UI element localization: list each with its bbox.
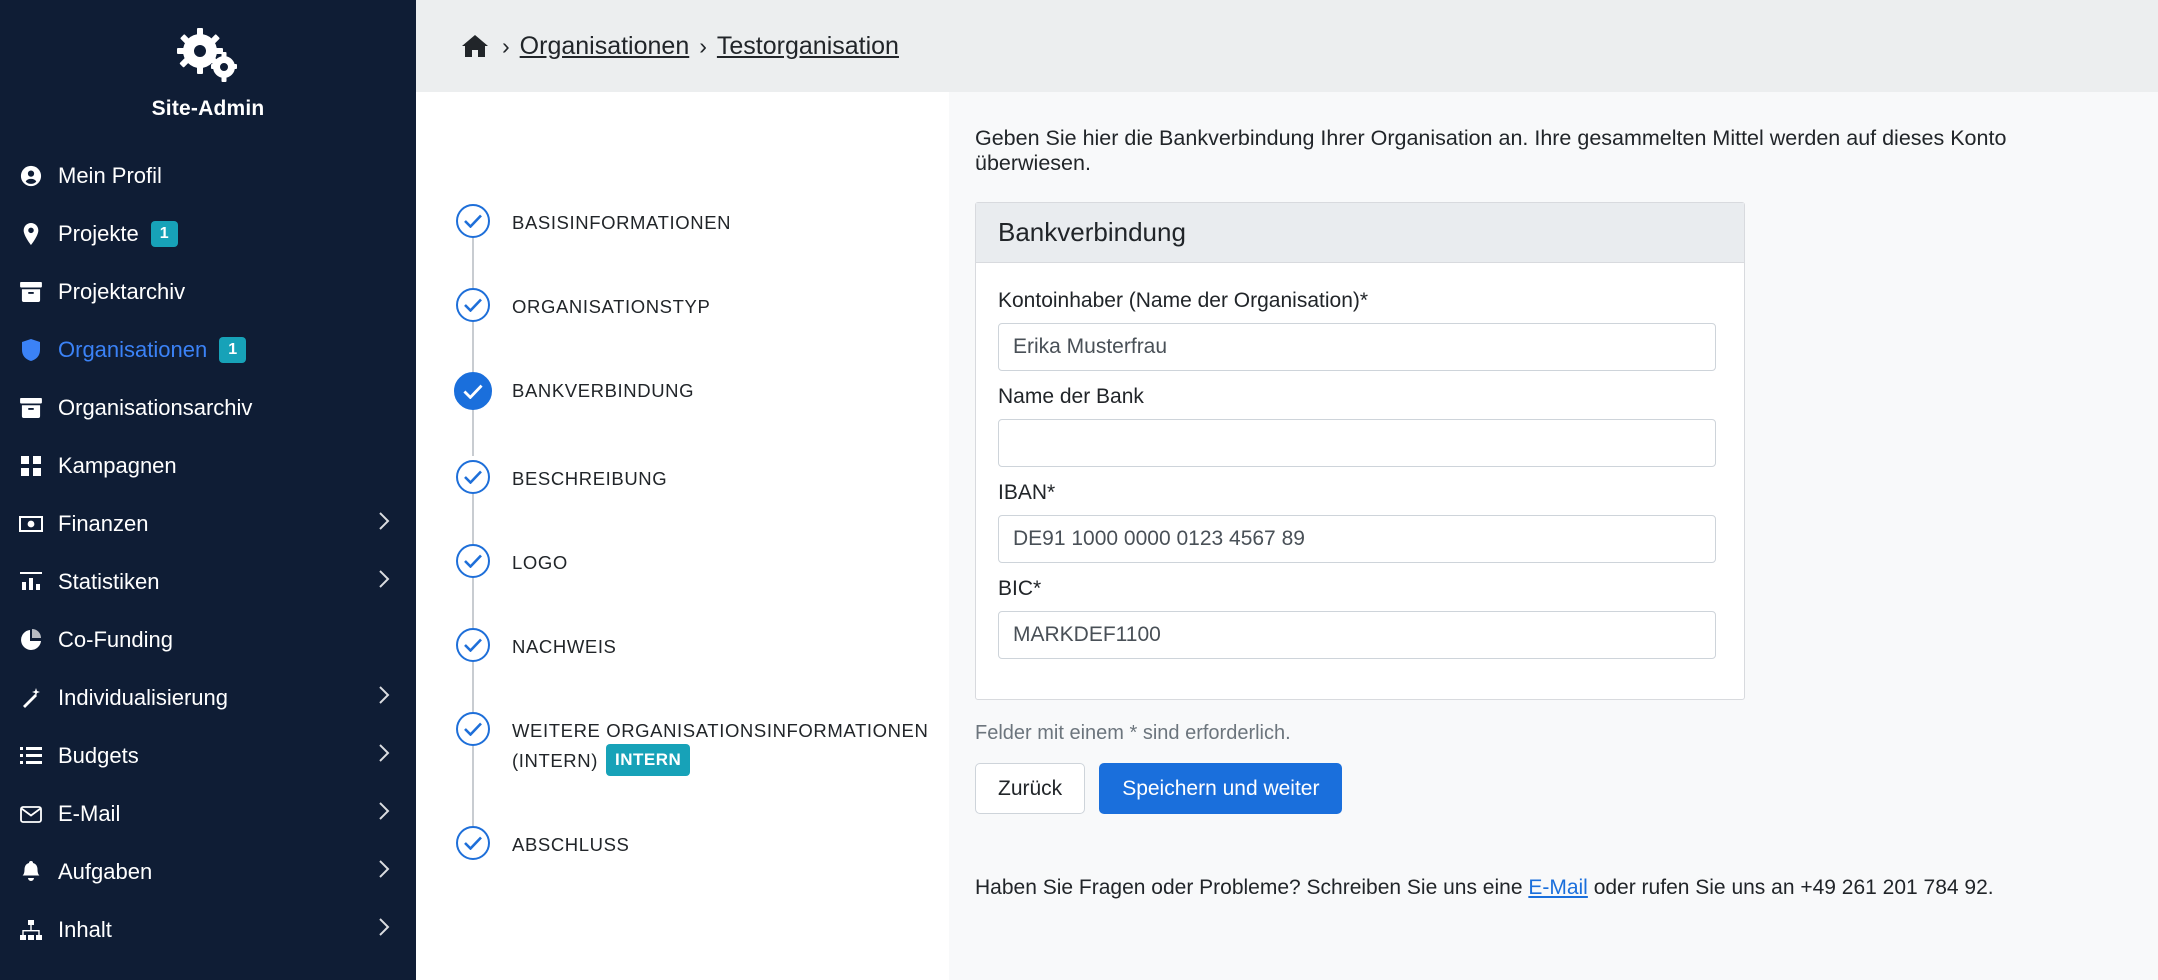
check-icon	[456, 460, 490, 494]
wizard-stepper	[416, 92, 949, 980]
sidebar-item-label: Individualisierung	[58, 685, 228, 710]
step-label: LOGO	[512, 552, 568, 573]
sidebar-item-organisationen[interactable]	[0, 321, 416, 379]
grid-icon	[14, 456, 48, 476]
chevron-right-icon	[378, 511, 390, 537]
support-footnote	[975, 876, 2118, 900]
step-connector	[472, 578, 474, 628]
field-label: IBAN*	[998, 481, 1056, 504]
step-organisationstyp[interactable]	[456, 288, 949, 322]
field-label: Name der Bank	[998, 385, 1144, 408]
check-icon	[456, 712, 490, 746]
sidebar-item-projektarchiv[interactable]	[0, 263, 416, 321]
sidebar-item-budgets[interactable]	[0, 727, 416, 785]
bic-input[interactable]	[998, 611, 1716, 659]
step-label: ABSCHLUSS	[512, 834, 630, 856]
step-connector	[472, 406, 474, 456]
breadcrumb-separator-2: ›	[699, 32, 707, 59]
step-label	[512, 712, 932, 776]
user-circle-icon	[14, 165, 48, 187]
bar-chart-icon	[14, 572, 48, 592]
step-connector	[472, 494, 474, 544]
step-label: NACHWEIS	[512, 636, 617, 657]
shield-icon	[14, 339, 48, 361]
archive-icon	[14, 398, 48, 418]
form-actions	[975, 763, 2118, 814]
money-bill-icon	[14, 516, 48, 532]
chevron-right-icon	[378, 917, 390, 943]
sidebar-item-co-funding[interactable]	[0, 611, 416, 669]
breadcrumb	[416, 0, 2158, 92]
bank-details-card	[975, 202, 1745, 700]
step-beschreibung[interactable]	[456, 460, 949, 494]
sidebar-nav	[0, 147, 416, 959]
sidebar-item-label: Statistiken	[58, 569, 160, 594]
sidebar-item-label: Co-Funding	[58, 627, 173, 652]
sidebar-item-label: Budgets	[58, 743, 139, 768]
step-label: BANKVERBINDUNG	[512, 380, 695, 401]
chevron-right-icon	[378, 743, 390, 769]
required-fields-hint: Felder mit einem * sind erforderlich.	[975, 722, 1291, 744]
card-body	[976, 263, 1744, 699]
footnote-text-pre: Haben Sie Fragen oder Probleme? Schreiben Sie uns eine	[975, 876, 1529, 900]
sidebar-item-label: Projektarchiv	[58, 279, 186, 304]
card-title: Bankverbindung	[976, 203, 1744, 263]
save-and-continue-button[interactable]: Speichern und weiter	[1099, 763, 1342, 814]
step-label: BESCHREIBUNG	[512, 468, 668, 489]
sidebar-item-aufgaben[interactable]	[0, 843, 416, 901]
sidebar-item-finanzen[interactable]	[0, 495, 416, 553]
chevron-right-icon	[378, 859, 390, 885]
sidebar-item-mein-profil[interactable]	[0, 147, 416, 205]
breadcrumb-link-testorganisation[interactable]: Testorganisation	[716, 31, 899, 60]
sidebar-item-label: Organisationen	[58, 337, 208, 362]
magic-wand-icon	[14, 687, 48, 709]
breadcrumb-link-organisationen[interactable]: Organisationen	[519, 31, 690, 60]
step-label-text: WEITERE ORGANISATIONSINFORMATIONEN (INTERN)	[512, 720, 929, 772]
sidebar-badge: 1	[151, 221, 178, 247]
step-label: BASISINFORMATIONEN	[512, 212, 732, 233]
breadcrumb-separator-1: ›	[502, 32, 510, 59]
form-intro: Geben Sie hier die Bankverbindung Ihrer Organisation an. Ihre gesammelten Mittel werden auf dieses Konto überwiesen.	[975, 126, 2007, 175]
step-connector	[472, 746, 474, 826]
check-icon	[454, 372, 492, 410]
sidebar	[0, 0, 416, 980]
step-connector	[472, 662, 474, 712]
email-link[interactable]: E-Mail	[1528, 876, 1588, 900]
archive-icon	[14, 282, 48, 302]
sidebar-item-projekte[interactable]	[0, 205, 416, 263]
map-marker-icon	[14, 223, 48, 245]
back-button[interactable]: Zurück	[975, 763, 1085, 814]
step-abschluss[interactable]	[456, 826, 949, 860]
form-panel	[949, 92, 2158, 980]
field-iban	[998, 481, 1722, 563]
chevron-right-icon	[378, 685, 390, 711]
envelope-icon	[14, 806, 48, 823]
sidebar-item-label: Projekte	[58, 221, 139, 246]
iban-input[interactable]	[998, 515, 1716, 563]
sidebar-item-label: Finanzen	[58, 511, 149, 536]
sidebar-item-kampagnen[interactable]	[0, 437, 416, 495]
sidebar-item-label: Kampagnen	[58, 453, 177, 478]
brand	[0, 22, 416, 147]
sidebar-item-organisationsarchiv[interactable]	[0, 379, 416, 437]
chevron-right-icon	[378, 569, 390, 595]
step-logo[interactable]	[456, 544, 949, 578]
kontoinhaber-input[interactable]	[998, 323, 1716, 371]
gears-icon	[176, 28, 240, 91]
pie-chart-icon	[14, 629, 48, 651]
sidebar-item-individualisierung[interactable]	[0, 669, 416, 727]
step-weitere-organisationsinformationen[interactable]	[456, 712, 949, 776]
list-icon	[14, 747, 48, 765]
check-icon	[456, 544, 490, 578]
sidebar-item-statistiken[interactable]	[0, 553, 416, 611]
sidebar-badge: 1	[219, 337, 246, 363]
check-icon	[456, 288, 490, 322]
sidebar-item-email[interactable]	[0, 785, 416, 843]
brand-label: Site-Admin	[151, 97, 265, 120]
check-icon	[456, 628, 490, 662]
home-icon[interactable]	[462, 34, 488, 58]
field-label: Kontoinhaber (Name der Organisation)*	[998, 289, 1369, 312]
field-label: BIC*	[998, 577, 1042, 600]
field-kontoinhaber	[998, 289, 1722, 371]
field-bic	[998, 577, 1722, 659]
sidebar-item-label: Mein Profil	[58, 163, 162, 188]
sidebar-item-inhalt[interactable]	[0, 901, 416, 959]
step-basisinformationen[interactable]	[456, 204, 949, 238]
step-nachweis[interactable]	[456, 628, 949, 662]
bankname-input[interactable]	[998, 419, 1716, 467]
step-label: ORGANISATIONSTYP	[512, 296, 711, 317]
step-bankverbindung[interactable]	[456, 372, 949, 410]
field-bankname	[998, 385, 1722, 467]
sidebar-item-label: E-Mail	[58, 801, 121, 826]
step-connector	[472, 322, 474, 372]
step-connector	[472, 238, 474, 288]
sitemap-icon	[14, 920, 48, 940]
check-icon	[456, 826, 490, 860]
content	[416, 92, 2158, 980]
status-badge-intern: INTERN	[606, 744, 690, 776]
check-icon	[456, 204, 490, 238]
sidebar-item-label: Inhalt	[58, 917, 112, 942]
sidebar-item-label: Aufgaben	[58, 859, 153, 884]
bell-icon	[14, 861, 48, 883]
footnote-text-post: oder rufen Sie uns an +49 261 201 784 92.	[1587, 876, 1994, 900]
chevron-right-icon	[378, 801, 390, 827]
main-area	[416, 0, 2158, 980]
sidebar-item-label: Organisationsarchiv	[58, 395, 253, 420]
